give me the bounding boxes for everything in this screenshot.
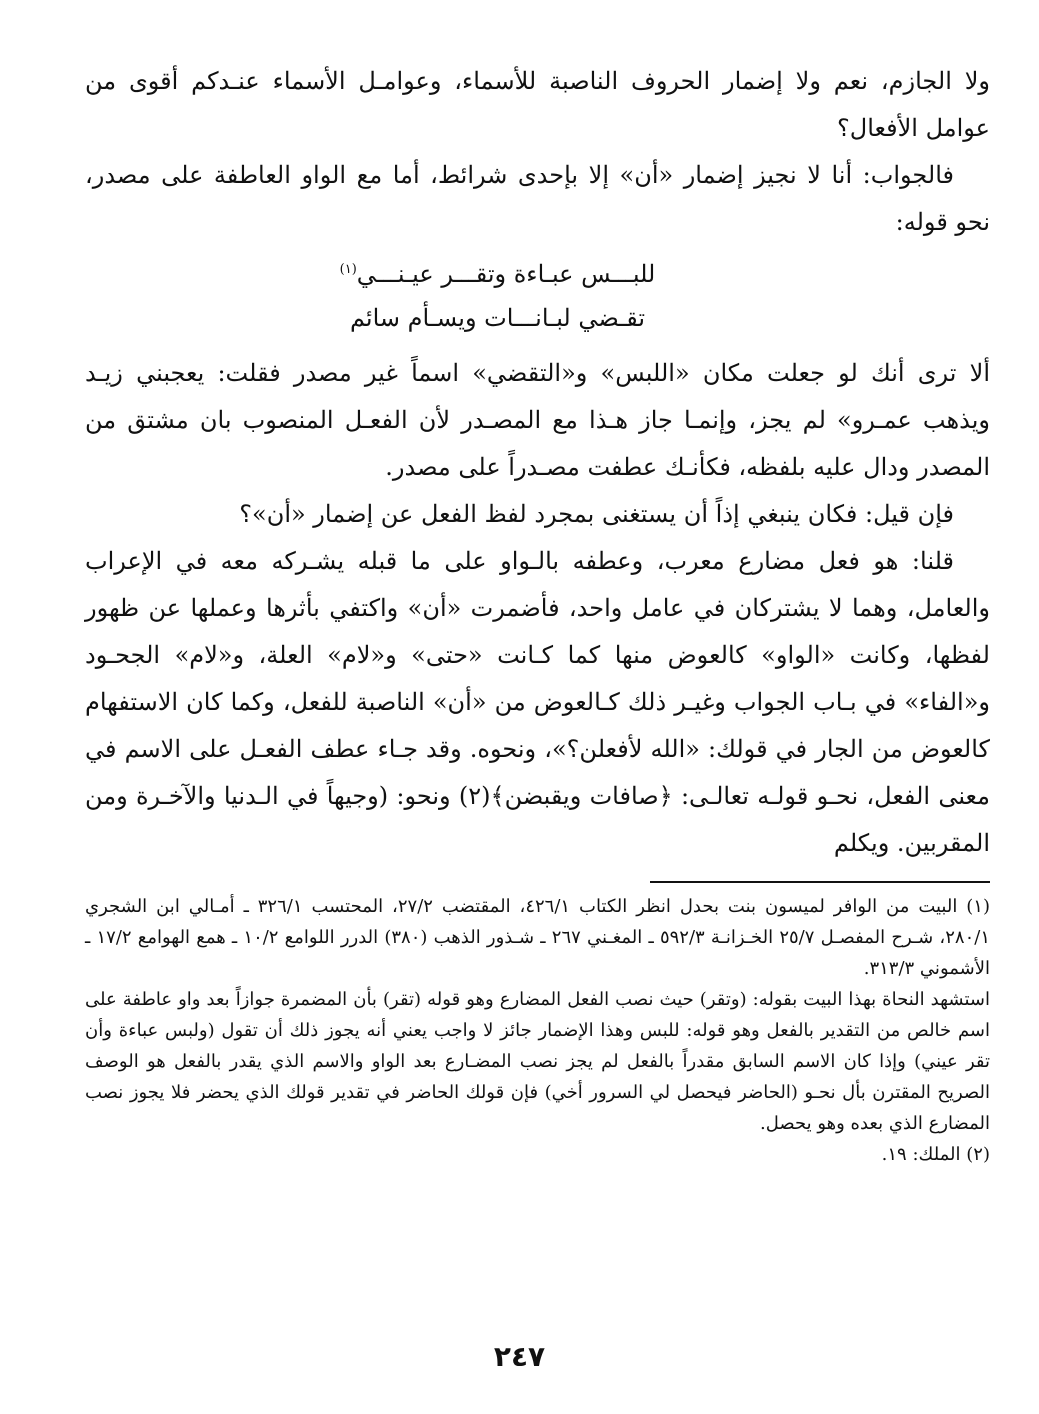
page-number: ٢٤٧ [493, 1340, 546, 1373]
footnote-1-sources: (١) البيت من الوافر لميسون بنت بحدل انظر الكتاب ٤٢٦/١، المقتضب ٢٧/٢، المحتسب ٣٢٦/١ ـ أمـالي ابن الشجري ٢٨٠/١، شـرح المفصـل ٢٥/٧ الخـزانـة ٥٩٢/٣ ـ المغـني ٢٦٧ ـ شـذور الذهب (٣٨٠) الدرر اللوامع ١٠/٢ ـ همع الهوامع ١٧/٢ ـ الأشموني ٣١٣/٣. [85, 896, 990, 979]
footnote-divider [650, 881, 990, 883]
footnote-2: (٢) الملك: ١٩. [881, 1144, 990, 1165]
verse-line-2: تقـضي لبـانـــات ويسـأم سائم [349, 304, 646, 332]
footnote-1-explanation: استشهد النحاة بهذا البيت بقوله: (وتقر) حيث نصب الفعل المضارع وهو قوله (تقر) بأن المضمرة جوازاً بعد واو عاطفة على اسم خالص من التقدير بالفعل وهو قوله: للبس وهذا الإضمار جائز لا واجب يعني أنه يجوز ذلك أن تقول (ولبس عباءة وأن تقر عيني) وإذا كان الاسم السابق مقدراً بالفعل لم يجز نصب المضـارع بعد الواو والاسم الذي يقدر بالفعل هو الوصف الصريح المقترن بأل نحـو (الحاضر فيحصل لي السرور أخي) فإن قولك الحاضر في تقدير قولك الذي يحضر فلا يجوز نصب المضارع الذي بعده وهو يحصل. [85, 989, 991, 1134]
footnote-ref-1: (١) [339, 262, 357, 277]
verse-line-1 [85, 248, 990, 296]
poetry-verse [85, 248, 990, 340]
body-paragraph-5: قلنا: هو فعل مضارع معرب، وعطفه بالـواو على ما قبله يشـركه معه في الإعراب والعامل، وهما لا يشتركان في عامل واحد، فأضمرت «أن» واكتفي بأثرها وعملها عن ظهور لفظها، وكانت «الواو» كالعوض منها كما كـانت «حتى» و«لام» العلة، و«لام» الجحـود و«الفاء» في بـاب الجواب وغيـر ذلك كـالعوض من «أن» الناصبة للفعل، وكما كان الاستفهام كالعوض من الجار في قولك: «الله لأفعلن؟»، ونحوه. وقد جـاء عطف الفعـل على الاسم في معنى الفعل، نحـو قولـه تعالـى: ﴿صافات ويقبضن﴾(٢) ونحو: (وجيهاً في الـدنيا والآخـرة ومن المقربين. ويكلم [85, 547, 991, 857]
body-paragraph-3: ألا ترى أنك لو جعلت مكان «اللبس» و«التقضي» اسماً غير مصدر فقلت: يعجبني زيـد ويذهب عمـرو» لم يجز، وإنمـا جاز هـذا مع المصـدر لأن الفعـل المنصوب بان مشتق من المصدر ودال عليه بلفظه، فكأنـك عطفت مصـدراً على مصدر. [85, 359, 991, 481]
body-paragraph-4: فإن قيل: فكان ينبغي إذاً أن يستغنى بمجرد لفظ الفعل عن إضمار «أن»؟ [239, 500, 954, 528]
page-content [85, 58, 990, 1170]
verse-line-1-text: للبـــس عبـاءة وتقـــر عيـنـــي [356, 260, 656, 288]
body-paragraph-1: ولا الجازم، نعم ولا إضمار الحروف الناصبة للأسماء، وعوامـل الأسماء عنـدكم أقوى من عوامل الأفعال؟ [85, 67, 990, 142]
body-paragraph-2: فالجواب: أنا لا نجيز إضمار «أن» إلا بإحدى شرائط، أما مع الواو العاطفة على مصدر، نحو قوله: [85, 161, 990, 236]
